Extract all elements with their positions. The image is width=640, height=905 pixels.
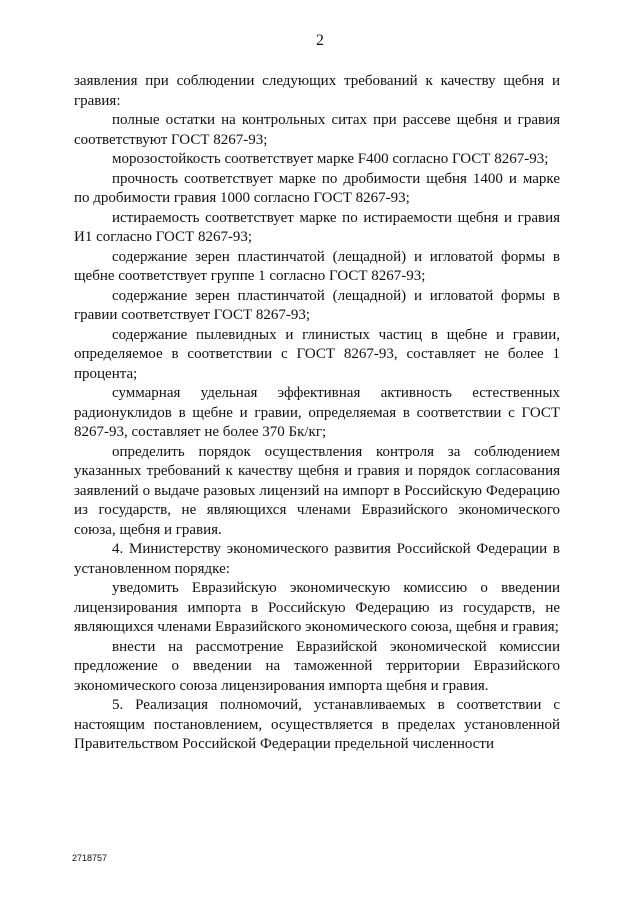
paragraph-1: заявления при соблюдении следующих требований к качеству щебня и гравия:	[74, 73, 560, 109]
paragraph-10: определить порядок осуществления контроля за соблюдением указанных требований к качеству щебня и гравия и порядок согласования заявлений о выдаче разовых лицензий на импорт в Российскую Федерацию из государств, не являющихся членами Евразийского экономического союза, щебня и гравия.	[74, 443, 560, 538]
document-code: 2718757	[72, 853, 108, 863]
paragraph-6: содержание зерен пластинчатой (лещадной) и игловатой формы в щебне соответствует группе 1 согласно ГОСТ 8267-93;	[74, 248, 560, 284]
paragraph-13: внести на рассмотрение Евразийской экономической комиссии предложение о введении на таможенной территории Евразийского экономического союза лицензирования импорта щебня и гравия.	[74, 638, 560, 694]
paragraph-12: уведомить Евразийскую экономическую комиссию о введении лицензирования импорта в Российскую Федерацию из государств, не являющихся членами Евразийского экономического союза, щебня и гравия;	[74, 580, 560, 635]
document-body	[74, 72, 560, 755]
paragraph-11: 4. Министерству экономического развития Российской Федерации в установленном порядке:	[74, 541, 560, 577]
paragraph-7: содержание зерен пластинчатой (лещадной) и игловатой формы в гравии соответствует ГОСТ 8267-93;	[74, 287, 560, 323]
paragraph-8: содержание пылевидных и глинистых частиц в щебне и гравии, определяемое в соответствии с ГОСТ 8267-93, составляет не более 1 процента;	[74, 326, 560, 382]
paragraph-5: истираемость соответствует марке по истираемости щебня и гравия И1 согласно ГОСТ 8267-93;	[74, 209, 560, 245]
page-number: 2	[316, 32, 324, 49]
paragraph-9: суммарная удельная эффективная активность естественных радионуклидов в щебне и гравии, определяемая в соответствии с ГОСТ 8267-93, составляет не более 370 Бк/кг;	[74, 385, 560, 440]
paragraph-3: морозостойкость соответствует марке F400 согласно ГОСТ 8267-93;	[112, 151, 549, 167]
paragraph-14: 5. Реализация полномочий, устанавливаемых в соответствии с настоящим постановлением, осуществляется в пределах установленной Правительством Российской Федерации предельной численности	[74, 697, 560, 752]
paragraph-2: полные остатки на контрольных ситах при рассеве щебня и гравия соответствуют ГОСТ 8267-93;	[74, 112, 560, 148]
paragraph-4: прочность соответствует марке по дробимости щебня 1400 и марке по дробимости гравия 1000 согласно ГОСТ 8267-93;	[74, 170, 560, 206]
